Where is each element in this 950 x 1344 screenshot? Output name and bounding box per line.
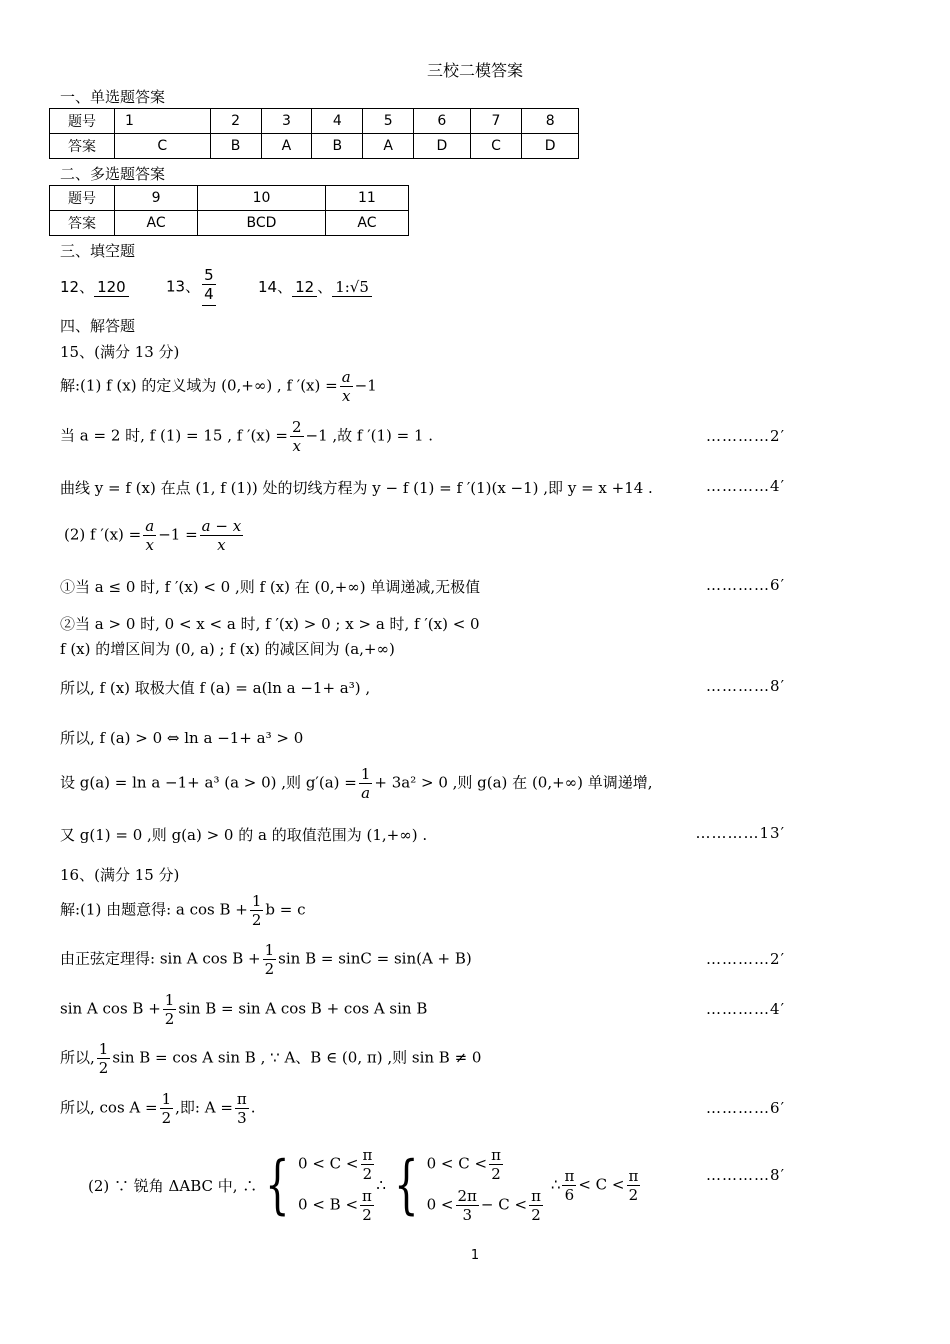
fraction <box>263 941 277 978</box>
denominator: 2 <box>251 911 262 929</box>
table-cell: A <box>261 134 312 159</box>
table-cell: C <box>115 134 211 159</box>
math-text: 当 a = 2 时, f (1) = 15 , f ′(x) = <box>60 426 288 445</box>
q16-line-5 <box>60 1090 256 1127</box>
math-text: (2) f ′(x) = <box>64 525 142 544</box>
table-cell: BCD <box>198 211 326 236</box>
numerator: 1 <box>251 892 262 910</box>
math-text: 所以, cos A = <box>60 1098 158 1117</box>
fraction <box>562 1167 576 1204</box>
table-cell: 4 <box>312 109 363 134</box>
multi-choice-table <box>49 185 409 236</box>
numerator: a <box>145 517 155 535</box>
math-text: < C < <box>578 1175 625 1193</box>
section4-heading: 四、解答题 <box>60 317 136 335</box>
single-choice-table <box>49 108 579 159</box>
numerator: 1 <box>98 1040 109 1058</box>
numerator: π <box>362 1187 372 1205</box>
math-text: 0 < C < <box>426 1154 488 1173</box>
system-row <box>298 1187 376 1224</box>
table-row <box>50 186 409 211</box>
denominator: x <box>217 536 226 554</box>
math-text: b = c <box>265 900 306 919</box>
system-row <box>427 1187 545 1224</box>
score-marker: …………6′ <box>706 1099 785 1117</box>
math-text: 0 < <box>426 1195 454 1214</box>
score-marker: …………4′ <box>706 1000 785 1018</box>
fraction <box>250 892 264 929</box>
q15-line-5: ①当 a ≤ 0 时, f ′(x) < 0 ,则 f (x) 在 (0,+∞) 单调递减,无极值 <box>60 578 481 596</box>
score-marker: …………4′ <box>706 477 785 495</box>
math-text: 由正弦定理得: sin A cos B + <box>60 949 261 968</box>
denominator: 3 <box>237 1109 247 1127</box>
math-text: 0 < C < <box>298 1154 359 1173</box>
section2-heading: 二、多选题答案 <box>60 165 166 183</box>
fraction <box>361 1146 375 1183</box>
math-text: −1 ,故 f ′(1) = 1 . <box>305 426 434 445</box>
row-label: 题号 <box>50 109 115 134</box>
table-cell: B <box>210 134 261 159</box>
q16-line-6 <box>88 1140 642 1230</box>
math-text: 解:(1) f (x) 的定义域为 (0,+∞) , f ′(x) = <box>60 376 338 395</box>
table-cell: C <box>470 134 522 159</box>
math-text: 设 g(a) = ln a −1+ a³ (a > 0) ,则 g′(a) = <box>60 773 357 792</box>
table-cell: 8 <box>522 109 579 134</box>
fraction <box>290 418 304 455</box>
q14-separator: 、 <box>317 278 333 296</box>
denominator: 2 <box>164 1010 175 1028</box>
table-cell: 2 <box>210 109 261 134</box>
math-text: sin B = sin A cos B + cos A sin B <box>178 999 428 1018</box>
denominator: 6 <box>564 1185 575 1204</box>
q15-line-8: 所以, f (x) 取极大值 f (a) = a(ln a −1+ a³) , <box>60 679 371 697</box>
table-cell: 6 <box>414 109 471 134</box>
q15-line-7: f (x) 的增区间为 (0, a) ; f (x) 的减区间为 (a,+∞) <box>60 640 395 658</box>
q15-line-6: ②当 a > 0 时, 0 < x < a 时, f ′(x) > 0 ; x > a 时, f ′(x) < 0 <box>60 615 480 633</box>
fraction <box>340 368 353 405</box>
q12-answer: 120 <box>94 278 129 297</box>
math-text: 0 < B < <box>298 1195 359 1214</box>
q16-line-1 <box>60 892 306 929</box>
math-text: . <box>250 1098 256 1117</box>
numerator: 1 <box>164 991 175 1009</box>
table-cell: 5 <box>363 109 414 134</box>
fraction <box>627 1167 641 1204</box>
fraction <box>456 1187 479 1224</box>
q13-label: 13、 <box>166 277 201 296</box>
fraction <box>200 517 244 554</box>
page-number: 1 <box>470 1248 480 1263</box>
math-text: 所以, <box>60 1048 95 1067</box>
numerator: 1 <box>264 941 275 959</box>
table-cell: 1 <box>115 109 211 134</box>
table-cell: AC <box>325 211 408 236</box>
left-brace-icon: { <box>394 1148 419 1222</box>
numerator: a − x <box>201 517 242 535</box>
left-brace-icon: { <box>265 1148 290 1222</box>
numerator: π <box>362 1146 373 1164</box>
fraction <box>489 1146 503 1183</box>
numerator: 2 <box>291 418 302 436</box>
section1-heading: 一、单选题答案 <box>60 88 166 106</box>
q12-answer-line <box>60 276 129 297</box>
denominator: 2 <box>628 1185 639 1204</box>
score-marker: …………2′ <box>706 427 785 445</box>
q14-answer-1: 12 <box>292 278 317 297</box>
q15-line-1 <box>60 368 377 405</box>
score-marker: …………6′ <box>706 576 785 594</box>
section3-heading: 三、填空题 <box>60 242 136 260</box>
denominator: a <box>361 784 371 802</box>
math-text: sin A cos B + <box>60 999 161 1018</box>
math-text: −1 = <box>158 525 198 544</box>
denominator: 3 <box>462 1206 472 1224</box>
row-label: 答案 <box>50 211 115 236</box>
math-text: ,即: A = <box>175 1098 233 1117</box>
therefore-symbol: ∴ <box>550 1175 561 1193</box>
fraction <box>235 1090 249 1127</box>
math-text: + 3a² > 0 ,则 g(a) 在 (0,+∞) 单调递增, <box>374 773 653 792</box>
math-text: 解:(1) 由题意得: a cos B + <box>60 900 248 919</box>
numerator: π <box>491 1146 501 1164</box>
fraction <box>163 991 177 1028</box>
q15-line-10 <box>60 765 653 802</box>
numerator: π <box>564 1166 575 1185</box>
math-text: sin B = cos A sin B , ∵ A、B ∈ (0, π) ,则 sin B ≠ 0 <box>112 1048 482 1067</box>
q12-label: 12、 <box>60 278 95 296</box>
table-cell: B <box>312 134 363 159</box>
score-marker: …………8′ <box>706 1166 785 1184</box>
row-label: 答案 <box>50 134 115 159</box>
page-title: 三校二模答案 <box>426 61 523 80</box>
q14-label: 14、 <box>258 278 293 296</box>
q14-answer-line <box>258 276 372 297</box>
table-cell: D <box>414 134 471 159</box>
denominator: 2 <box>98 1059 109 1077</box>
q16-line-4 <box>60 1040 481 1077</box>
fraction <box>360 1187 374 1224</box>
row-label: 题号 <box>50 186 115 211</box>
table-row <box>50 211 409 236</box>
q13-denominator: 4 <box>204 285 214 303</box>
table-cell: 9 <box>115 186 198 211</box>
numerator: 2π <box>457 1187 477 1205</box>
score-marker: …………13′ <box>695 824 785 842</box>
system-row <box>298 1146 376 1183</box>
result-inequality <box>551 1167 642 1204</box>
denominator: x <box>341 387 351 405</box>
q16-heading: 16、(满分 15 分) <box>60 866 180 884</box>
table-cell: A <box>363 134 414 159</box>
q15-heading: 15、(满分 13 分) <box>60 343 180 361</box>
denominator: x <box>292 437 301 455</box>
table-cell: 7 <box>470 109 522 134</box>
math-text: sin B = sinC = sin(A + B) <box>278 949 472 968</box>
q13-answer-line <box>166 266 218 306</box>
q14-answer-2: 1:√5 <box>332 278 372 297</box>
q15-line-2 <box>60 418 433 455</box>
math-text: −1 <box>354 376 377 395</box>
table-cell: 3 <box>261 109 312 134</box>
score-marker: …………2′ <box>706 950 785 968</box>
numerator: 1 <box>161 1090 172 1108</box>
denominator: 2 <box>491 1165 501 1183</box>
numerator: π <box>531 1187 541 1205</box>
denominator: 2 <box>362 1206 372 1224</box>
table-cell: D <box>522 134 579 159</box>
system-row <box>427 1146 545 1183</box>
denominator: x <box>145 536 154 554</box>
q15-line-9: 所以, f (a) > 0 ⇔ ln a −1+ a³ > 0 <box>60 729 304 747</box>
q15-line-11: 又 g(1) = 0 ,则 g(a) > 0 的 a 的取值范围为 (1,+∞) . <box>60 826 428 844</box>
math-text: − C < <box>480 1195 528 1214</box>
math-text: (2) ∵ 锐角 ΔABC 中, ∴ <box>88 1176 258 1195</box>
fraction <box>359 765 373 802</box>
q15-line-3: 曲线 y = f (x) 在点 (1, f (1)) 处的切线方程为 y − f (1) = f ′(1)(x −1) ,即 y = x +14 . <box>60 479 653 497</box>
table-row <box>50 109 579 134</box>
numerator: π <box>628 1166 639 1185</box>
denominator: 2 <box>264 960 275 978</box>
table-cell: 11 <box>325 186 408 211</box>
inequality-system-2 <box>427 1142 545 1228</box>
inequality-system-1 <box>298 1142 376 1228</box>
numerator: π <box>236 1090 247 1108</box>
table-row <box>50 134 579 159</box>
table-cell: AC <box>115 211 198 236</box>
numerator: 1 <box>360 765 371 783</box>
q13-fraction <box>202 266 216 306</box>
score-marker: …………8′ <box>706 677 785 695</box>
fraction <box>143 517 156 554</box>
fraction <box>529 1187 543 1224</box>
fraction <box>160 1090 174 1127</box>
q16-line-3 <box>60 991 427 1028</box>
table-cell: 10 <box>198 186 326 211</box>
fraction <box>97 1040 111 1077</box>
q13-numerator: 5 <box>204 266 214 284</box>
numerator: a <box>341 368 351 386</box>
denominator: 2 <box>531 1206 541 1224</box>
therefore-symbol: ∴ <box>376 1176 386 1194</box>
denominator: 2 <box>362 1165 373 1183</box>
q16-line-2 <box>60 941 472 978</box>
denominator: 2 <box>161 1109 172 1127</box>
q15-line-4 <box>64 517 245 554</box>
